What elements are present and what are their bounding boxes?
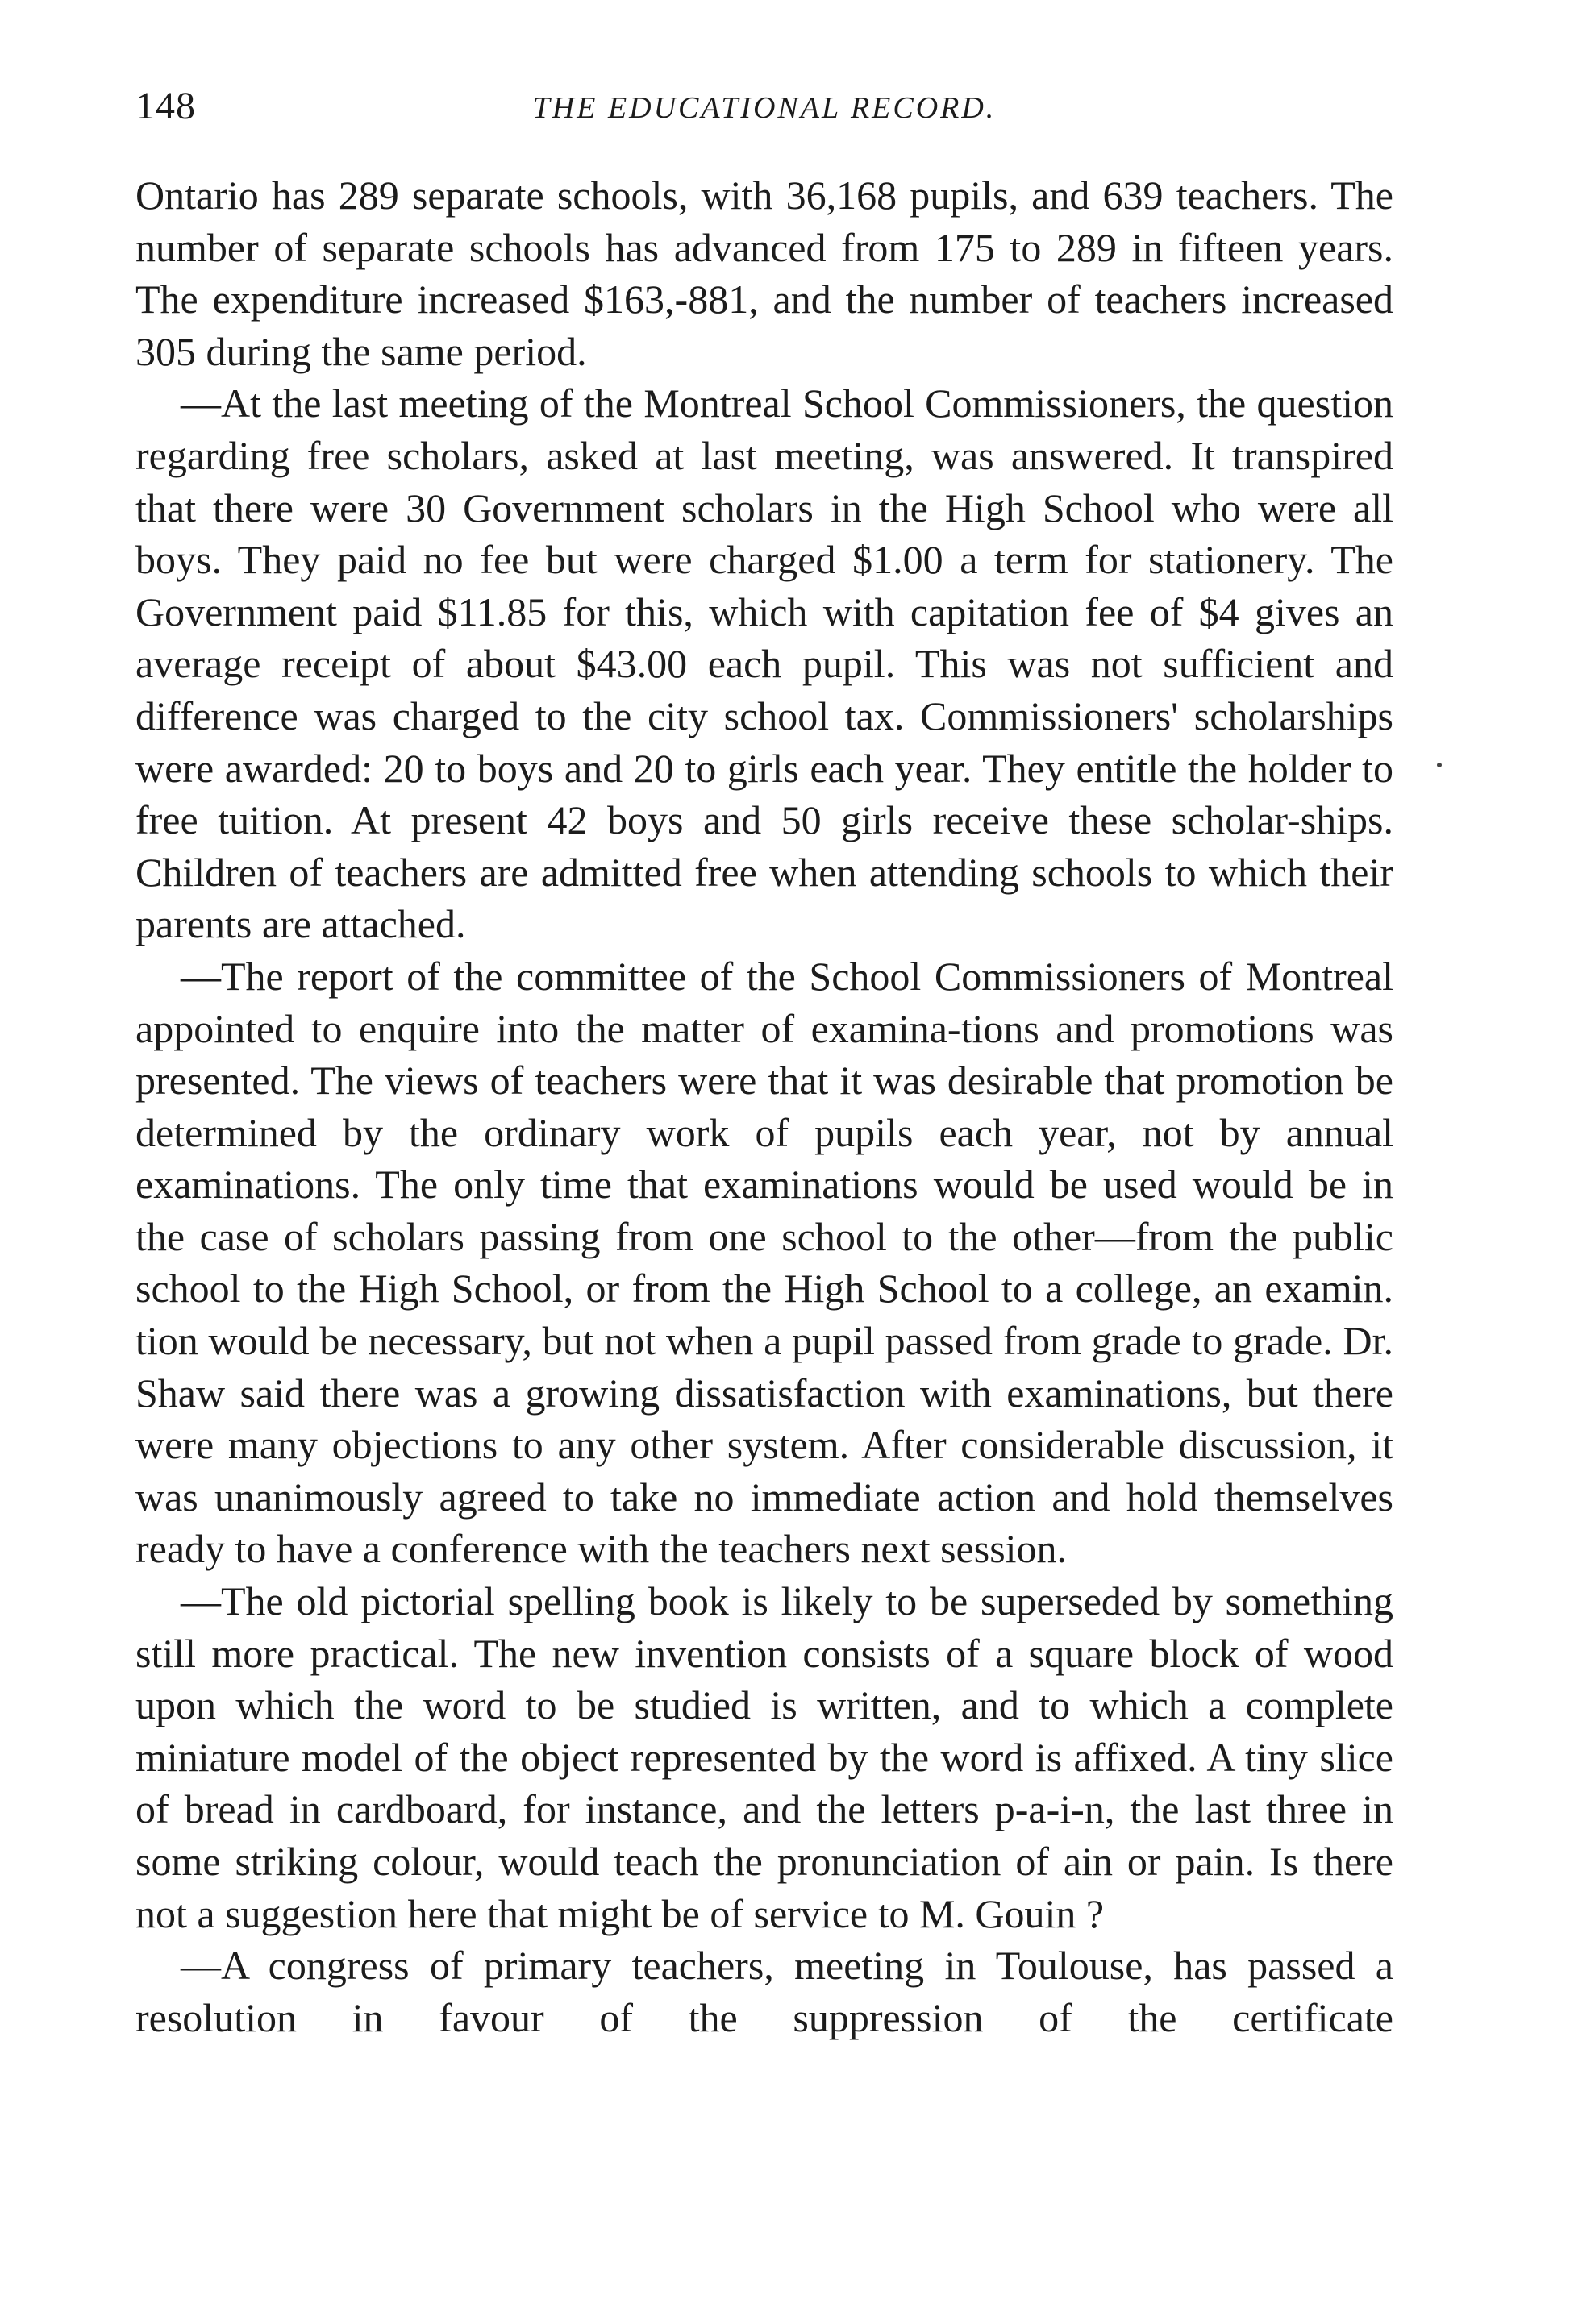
page-number: 148	[135, 85, 196, 127]
paragraph-ontario-separate-schools: Ontario has 289 separate schools, with 36,168 pupils, and 639 teachers. The number of separate schools has advanced from 175 to 289 in fifteen years. The expenditure increased $163,-881, and the number of teachers increased 305 during the same period.	[135, 173, 1393, 374]
paragraph-pictorial-spelling-book: —The old pictorial spelling book is likely to be superseded by something still more practical. The new invention consists of a square block of wood upon which the word to be studied is written, and to which a complete miniature model of the object represented by the word is affixed. A tiny slice of bread in cardboard, for instance, and the letters p-a-i-n, the last three in some striking colour, would teach the pronunciation of ain or pain. Is there not a suggestion here that might be of service to M. Gouin ?	[135, 1578, 1393, 1936]
margin-speck	[1437, 763, 1442, 767]
paragraph-montreal-free-scholars: —At the last meeting of the Montreal School Commissioners, the question regarding free scholars, asked at last meeting, was answered. It transpired that there were 30 Government scholars in the High School who were all boys. They paid no fee but were charged $1.00 a term for stationery. The Government paid $11.85 for this, which with capitation fee of $4 gives an average receipt of about $43.00 each pupil. This was not sufficient and difference was charged to the city school tax. Commissioners' scholarships were awarded: 20 to boys and 20 to girls each year. They entitle the holder to free tuition. At present 42 boys and 50 girls receive these scholar-ships. Children of teachers are admitted free when attending schools to which their parents are attached.	[135, 380, 1393, 947]
paragraph-examinations-report: —The report of the committee of the School Commissioners of Montreal appointed to enquire into the matter of examina-tions and promotions was presented. The views of teachers were that it was desirable that promotion be determined by the ordinary work of pupils each year, not by annual examinations. The only time that examinations would be used would be in the case of scholars passing from one school to the other—from the public school to the High School, or from the High School to a college, an examin. tion would be necessary, but not when a pupil passed from grade to grade. Dr. Shaw said there was a growing dissatisfaction with examinations, but there were many objections to any other system. After considerable discussion, it was unanimously agreed to take no immediate action and hold themselves ready to have a conference with the teachers next session.	[135, 953, 1393, 1572]
body-text	[135, 169, 1393, 2043]
paragraph-toulouse-congress: —A congress of primary teachers, meeting in Toulouse, has passed a resolution in favour of the suppression of the certificate	[135, 1943, 1393, 2040]
journal-title: THE EDUCATIONAL RECORD.	[532, 91, 997, 125]
running-head	[135, 84, 1393, 132]
